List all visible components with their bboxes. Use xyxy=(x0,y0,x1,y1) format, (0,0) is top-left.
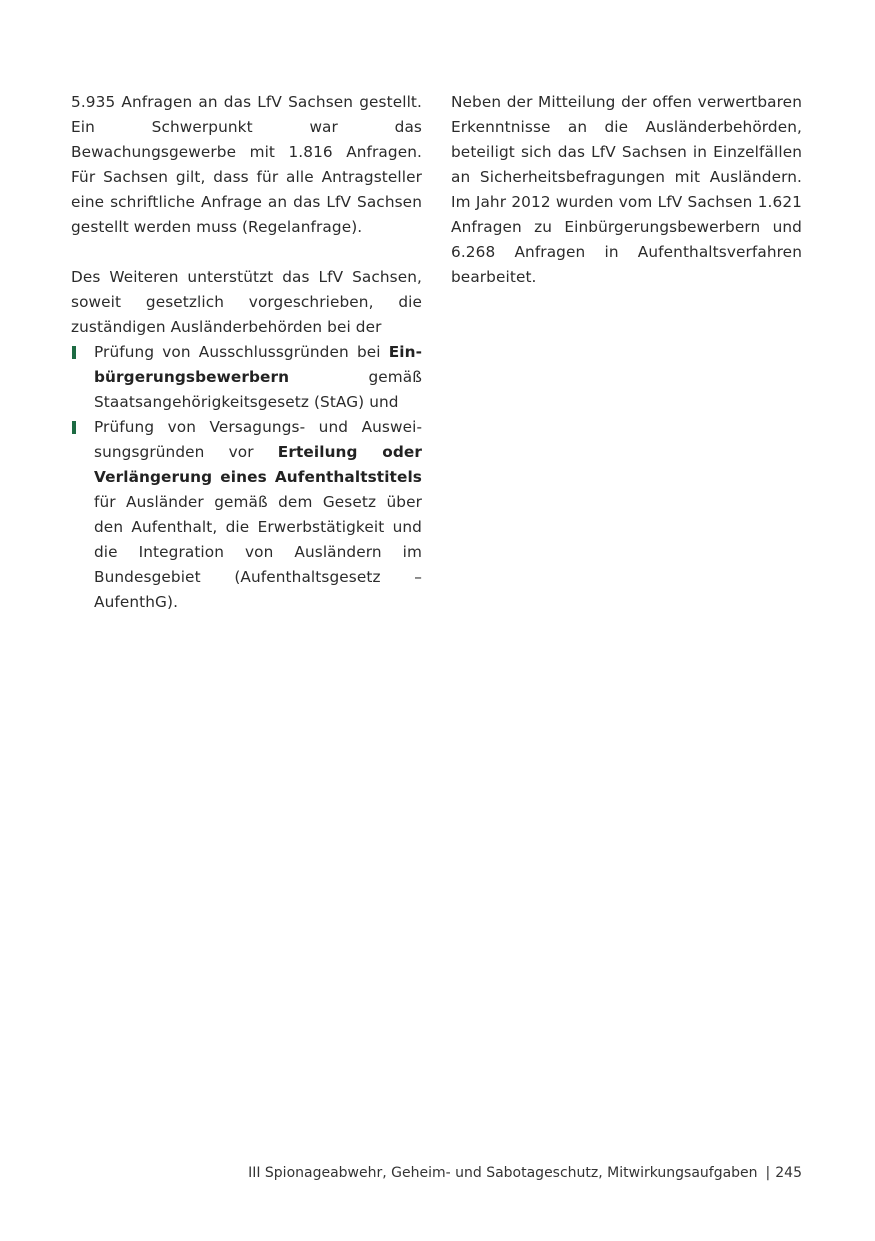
right-column xyxy=(451,90,802,290)
list-item: Prüfung von Ausschlussgründen bei Einbürgerungsbewerbern gemäß Staatsangehörigkeitsgesetz (StAG) und xyxy=(71,340,422,415)
footer-separator: | xyxy=(765,1165,771,1181)
bold-term: Erteilung oder Verlängerung eines Aufenthaltstitels xyxy=(94,443,423,486)
list-item: Prüfung von Versagungs- und Ausweisungsgründen vor Erteilung oder Verlängerung eines Aufenthaltstitels für Ausländer gemäß dem Gesetz über den Aufenthalt, die Erwerbstätigkeit und die Integration von Ausländern im Bundesgebiet (Aufenthaltsgesetz – AufenthG). xyxy=(71,415,422,615)
page-footer xyxy=(248,1165,802,1181)
chapter-title: III Spionageabwehr, Geheim- und Sabotageschutz, Mitwirkungsaufgaben xyxy=(248,1165,758,1181)
paragraph-unterstuetzung: Des Weiteren unterstützt das LfV Sachsen, soweit gesetzlich vorgeschrieben, die zuständigen Ausländerbehörden bei der xyxy=(71,268,422,336)
bullet-list xyxy=(71,340,422,615)
bold-term: Einbürgerungsbewerbern xyxy=(94,343,422,386)
page-number: 245 xyxy=(775,1165,802,1181)
paragraph-auslaenderbehoerden: Neben der Mitteilung der offen verwertbaren Erkenntnisse an die Ausländerbehörden, beteiligt sich das LfV Sachsen in Einzelfällen an Sicherheitsbefragungen mit Ausländern. Im Jahr 2012 wurden vom LfV Sachsen 1.621 Anfragen zu Einbürgerungsbewerbern und 6.268 Anfragen in Aufenthaltsverfahren bearbeitet. xyxy=(451,93,802,286)
paragraph-anfragen: 5.935 Anfragen an das LfV Sachsen gestellt. Ein Schwerpunkt war das Bewachungsgewerbe mit 1.816 Anfragen. Für Sachsen gilt, dass für alle Antragsteller eine schriftliche Anfrage an das LfV Sachsen gestellt werden muss (Regelanfrage). xyxy=(71,93,422,236)
left-column xyxy=(71,90,422,615)
